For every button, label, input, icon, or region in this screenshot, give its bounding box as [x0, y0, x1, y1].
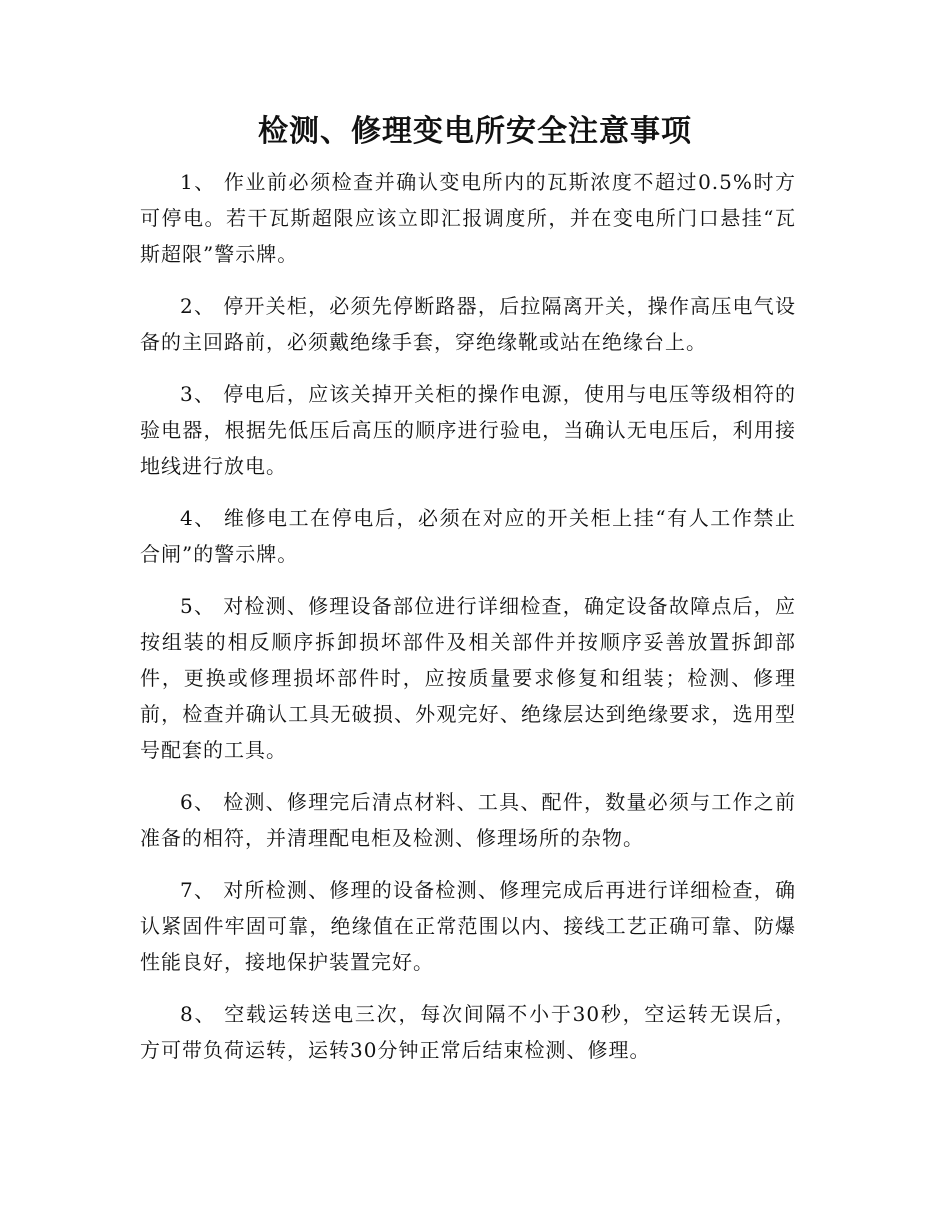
item-text: 停开关柜，必须先停断路器，后拉隔离开关，操作高压电气设备的主回路前，必须戴绝缘手套，穿绝缘靴或站在绝缘台上。 [140, 294, 797, 354]
paragraph-item-5 [140, 588, 796, 768]
item-number: 1、 [180, 170, 216, 194]
item-text: 检测、修理完后清点材料、工具、配件，数量必须与工作之前准备的相符，并清理配电柜及检测、修理场所的杂物。 [140, 790, 797, 850]
item-text: 作业前必须检查并确认变电所内的瓦斯浓度不超过0.5%时方可停电。若干瓦斯超限应该立即汇报调度所，并在变电所门口悬挂“瓦斯超限”警示牌。 [140, 170, 796, 266]
item-number: 4、 [180, 506, 216, 530]
document-body [140, 164, 796, 1084]
item-number: 8、 [180, 1002, 217, 1026]
paragraph-item-1 [140, 164, 796, 272]
document-title: 检测、修理变电所安全注意事项 [258, 114, 692, 149]
item-text: 维修电工在停电后，必须在对应的开关柜上挂“有人工作禁止合闸”的警示牌。 [140, 506, 796, 566]
item-text: 空载运转送电三次，每次间隔不小于30秒，空运转无误后，方可带负荷运转，运转30分钟正常后结束检测、修理。 [140, 1002, 797, 1062]
paragraph-item-6 [140, 784, 796, 856]
paragraph-item-2 [140, 288, 796, 360]
item-number: 3、 [180, 382, 216, 406]
item-text: 停电后，应该关掉开关柜的操作电源，使用与电压等级相符的验电器，根据先低压后高压的顺序进行验电，当确认无电压后，利用接地线进行放电。 [140, 382, 797, 478]
item-text: 对检测、修理设备部位进行详细检查，确定设备故障点后，应按组装的相反顺序拆卸损坏部件及相关部件并按顺序妥善放置拆卸部件，更换或修理损坏部件时，应按质量要求修复和组装；检测、修理前，检查并确认工具无破损、外观完好、绝缘层达到绝缘要求，选用型号配套的工具。 [140, 594, 797, 762]
item-number: 6、 [180, 790, 216, 814]
item-number: 5、 [180, 594, 216, 618]
paragraph-item-8 [140, 996, 796, 1068]
paragraph-item-4 [140, 500, 796, 572]
item-number: 7、 [180, 878, 216, 902]
item-text: 对所检测、修理的设备检测、修理完成后再进行详细检查，确认紧固件牢固可靠，绝缘值在正常范围以内、接线工艺正确可靠、防爆性能良好，接地保护装置完好。 [140, 878, 797, 974]
item-number: 2、 [180, 294, 216, 318]
paragraph-item-7 [140, 872, 796, 980]
paragraph-item-3 [140, 376, 796, 484]
